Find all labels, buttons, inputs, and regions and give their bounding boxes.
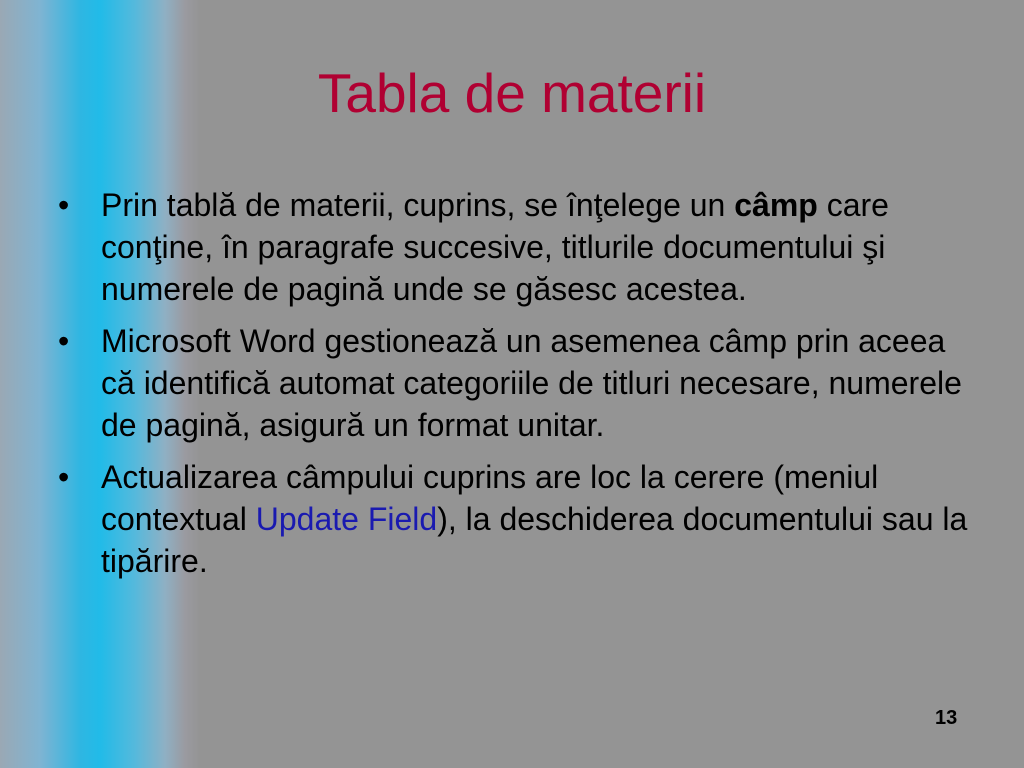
bullet-text: ), la deschiderea documentului sau la tipărire. [101,501,968,579]
bullet-dot-icon: • [58,459,70,495]
bullet-text: Prin tablă de materii, cuprins, se înţelege un [101,187,735,223]
bullet-item [56,456,971,582]
slide-title-text: Tabla de materii [317,62,707,124]
bullet-list [56,184,976,592]
page-number: 13 [935,707,958,729]
slide-title [0,58,1024,128]
update-field-link: Update Field [255,501,438,537]
bullet-dot-icon: • [58,323,70,359]
bullet-dot-icon: • [58,187,70,223]
bullet-text: Microsoft Word gestionează un asemenea câmp prin aceea că identifică automat categoriile de titluri necesare, numerele de pagină, asigură un format unitar. [101,323,962,443]
bullet-item [56,320,971,446]
bullet-text: care conţine, în paragrafe succesive, titlurile documentului şi numerele de pagină unde se găsesc acestea. [101,187,889,307]
bullet-text: Actualizarea câmpului cuprins are loc la cerere (meniul contextual [101,459,879,537]
bullet-bold-text: câmp [734,187,818,223]
bullet-item [56,184,901,310]
